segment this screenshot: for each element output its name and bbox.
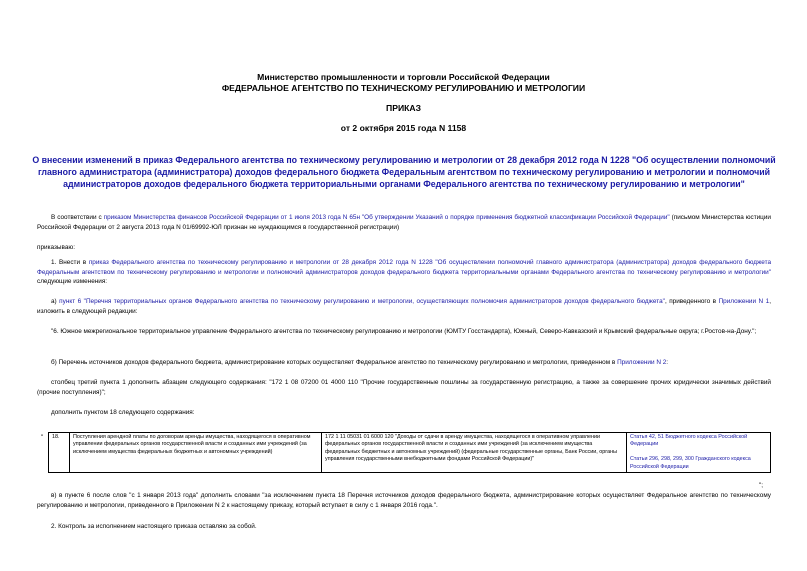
orders-label: приказываю: xyxy=(37,244,75,251)
preamble-paragraph xyxy=(37,213,771,232)
document-date: от 2 октября 2015 года N 1158 xyxy=(340,123,467,133)
document-type: ПРИКАЗ xyxy=(386,103,421,113)
title-order-link[interactable]: приказ Федерального агентства по техническому регулированию и метрологии от 28 декабря 2012 года N 1228 "Об осуществлении полномочий главного администратора (администратора) доходов федерального бюджета Федеральным агентством по техническому регулированию и метрологии и полномочий администраторов доходов федерального бюджета территориальными органами Федерального агентства по техническому регулированию и метрологии" xyxy=(37,155,776,189)
table-open-quote: " xyxy=(41,434,44,441)
minfin-order-link[interactable]: приказом Министерства финансов Российской Федерации от 1 июля 2013 года N 65н "Об утверждении Указаний о порядке применения бюджетной классификации Российской Федерации" xyxy=(103,214,670,221)
table-row xyxy=(49,433,771,473)
order-1228-link[interactable]: приказ Федерального агентства по техническому регулированию и метрологии от 28 декабря 2012 года N 1228 "Об осуществлении полномочий главного администратора (администратора) доходов федерального бюджета Федеральным агентством по техническому регулированию и метрологии и полномочий администраторов доходов федерального бюджета территориальными органами Федерального агентства по техническому регулированию и метрологии" xyxy=(37,259,771,276)
table-cell-description: Поступления арендной платы по договорам аренды имущества, находящегося в оперативном управлении федеральных органов государственной власти и созданных ими учреждений (за исключением имущества федеральных бюджетных и автономных учреждений) xyxy=(70,433,322,473)
appendix-2-link[interactable]: Приложении N 2 xyxy=(617,359,667,366)
item-1-paragraph xyxy=(37,258,771,287)
agency-name: ФЕДЕРАЛЬНОЕ АГЕНТСТВО ПО ТЕХНИЧЕСКОМУ РЕГУЛИРОВАНИЮ И МЕТРОЛОГИИ xyxy=(221,83,586,93)
amendment-table xyxy=(48,432,771,473)
item-a-text-end: , изложить в следующей редакции: xyxy=(37,298,771,315)
add-point-18-paragraph: дополнить пунктом 18 следующего содержания: xyxy=(51,409,195,416)
ministry-name: Министерство промышленности и торговли Российской Федерации xyxy=(257,72,550,82)
table-close-quote: "; xyxy=(759,482,764,489)
item-1-text: 1. Внести в xyxy=(51,259,89,266)
civil-code-link[interactable]: Статьи 296, 298, 299, 300 Гражданского кодекса Российской Федерации xyxy=(630,456,751,470)
item-b-text-end: : xyxy=(666,359,669,366)
control-paragraph: 2. Контроль за исполнением настоящего приказа оставляю за собой. xyxy=(51,523,257,530)
item-a-text: а) xyxy=(51,298,60,305)
item-b-paragraph xyxy=(37,358,771,368)
item-a-paragraph xyxy=(37,297,771,316)
appendix-1-link[interactable]: Приложении N 1 xyxy=(718,298,770,305)
item-c-paragraph: в) в пункте 6 после слов "с 1 января 2013 года" дополнить словами "за исключением пункта 18 Перечня источников доходов федерального бюджета, администрирование которых осуществляет Федеральное агентство по техническому регулированию и метрологии, приведенного в Приложении N 2 к настоящему приказу, который вступает в силу с 1 января 2016 года.". xyxy=(37,492,771,509)
document-title xyxy=(24,154,784,190)
preamble-text-end: (письмом Министерства юстиции Российской Федерации от 2 августа 2013 года N 01/69992-ЮЛ признан не нуждающимся в государственной регистрации) xyxy=(37,214,771,231)
title-prefix: О внесении изменений в xyxy=(32,155,144,165)
table-cell-code: 172 1 11 05031 01 6000 120 "Доходы от сдачи в аренду имущества, находящегося в оперативном управлении федеральных органов государственной власти и созданных ими учреждений (за исключением имущества федеральных бюджетных и автономных учреждений) (федеральные государственные органы, Банк России, органы управления государственными внебюджетными фондами Российской Федерации)" xyxy=(322,433,627,473)
point-6-link[interactable]: пункт 6 "Перечня территориальных органов Федерального агентства по техническому регулированию и метрологии, осуществляющих полномочия администраторов доходов федерального бюджета" xyxy=(59,298,665,305)
item-b-text: б) Перечень источников доходов федерального бюджета, администрирование которых осуществляет Федеральное агентство по техническому регулированию и метрологии, приведенном в xyxy=(51,359,618,366)
table-cell-legal-basis xyxy=(627,433,771,473)
item-6-text: "6. Южное межрегиональное территориальное управление Федерального агентства по техническому регулированию и метрологии (ЮМТУ Госстандарта), Южный, Северо-Кавказский и Крымский федеральные округа; г.Ростов-на-Дону."; xyxy=(51,328,757,335)
column-three-paragraph: столбец третий пункта 1 дополнить абзацем следующего содержания: "172 1 08 07200 01 4000 110 "Прочие государственные пошлины за государственную регистрацию, а также за совершение прочих юридически значимых действий (прочие поступления)"; xyxy=(37,379,771,396)
preamble-text: В соответствии с xyxy=(51,214,104,221)
item-1-text-end: следующие изменения: xyxy=(37,278,108,285)
budget-code-link[interactable]: Статья 42, 51 Бюджетного кодекса Российской Федерации xyxy=(630,434,748,448)
table-cell-number: 18. xyxy=(49,433,70,473)
item-a-text-mid: , приведенного в xyxy=(664,298,719,305)
